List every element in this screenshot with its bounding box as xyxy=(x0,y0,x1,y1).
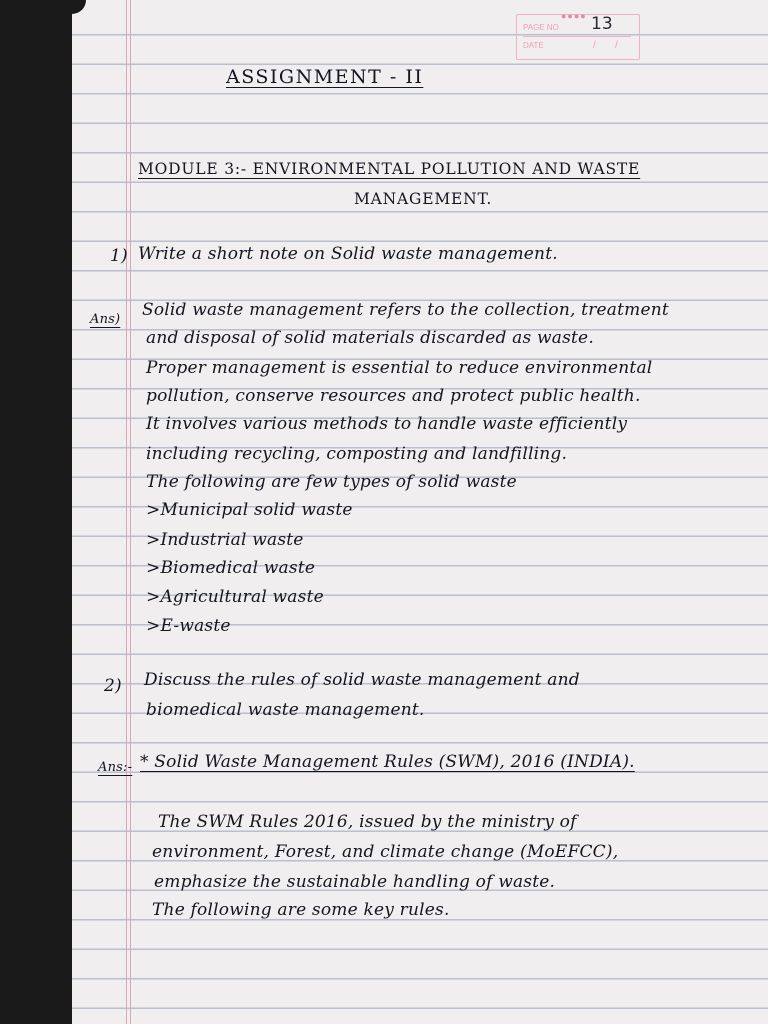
answer-2-label: Ans:- xyxy=(98,760,133,775)
answer-2-line: The SWM Rules 2016, issued by the ministry of xyxy=(158,812,577,832)
stamp-dots: ●●●● xyxy=(561,11,587,21)
waste-type-item: >E-waste xyxy=(146,616,231,636)
question-2-line: Discuss the rules of solid waste management and xyxy=(144,670,580,690)
answer-1-line: and disposal of solid materials discarded as waste. xyxy=(146,328,594,348)
answer-1-line: pollution, conserve resources and protect public health. xyxy=(146,386,641,406)
question-1-number: 1) xyxy=(110,246,128,266)
assignment-title: ASSIGNMENT - II xyxy=(226,66,424,88)
page-corner-shadow xyxy=(72,0,86,14)
waste-type-item: >Agricultural waste xyxy=(146,587,324,607)
page-number-row xyxy=(523,14,631,37)
date-label: DATE xyxy=(523,41,544,50)
answer-1-label: Ans) xyxy=(90,312,121,327)
answer-1-line: It involves various methods to handle waste efficiently xyxy=(146,414,628,434)
answer-2-line: The following are some key rules. xyxy=(152,900,450,920)
swm-rules-heading: * Solid Waste Management Rules (SWM), 2016 (INDIA). xyxy=(140,752,635,772)
page-number: 13 xyxy=(591,14,613,34)
answer-2-line: environment, Forest, and climate change (MoEFCC), xyxy=(152,842,619,862)
margin-line xyxy=(130,0,131,1024)
module-heading-line1: MODULE 3:- ENVIRONMENTAL POLLUTION AND WASTE xyxy=(138,160,641,178)
answer-1-line: Proper management is essential to reduce environmental xyxy=(146,358,653,378)
waste-type-item: >Biomedical waste xyxy=(146,558,316,578)
notebook-page xyxy=(72,0,768,1024)
question-2-number: 2) xyxy=(104,676,122,696)
waste-type-item: >Industrial waste xyxy=(146,530,304,550)
module-heading-line2: MANAGEMENT. xyxy=(354,190,493,208)
date-row xyxy=(523,38,631,54)
margin-line xyxy=(126,0,127,1024)
waste-type-item: >Municipal solid waste xyxy=(146,500,353,520)
page-date-stamp xyxy=(516,11,640,60)
page-number-label: PAGE NO xyxy=(523,23,559,32)
answer-1-line: Solid waste management refers to the collection, treatment xyxy=(142,300,669,320)
date-separator: / xyxy=(593,40,596,51)
answer-1-line: The following are few types of solid waste xyxy=(146,472,517,492)
answer-1-line: including recycling, composting and landfilling. xyxy=(146,444,568,464)
question-2-line: biomedical waste management. xyxy=(146,700,425,720)
answer-2-line: emphasize the sustainable handling of waste. xyxy=(154,872,556,892)
date-separator: / xyxy=(615,40,618,51)
question-1-text: Write a short note on Solid waste management. xyxy=(138,244,558,264)
